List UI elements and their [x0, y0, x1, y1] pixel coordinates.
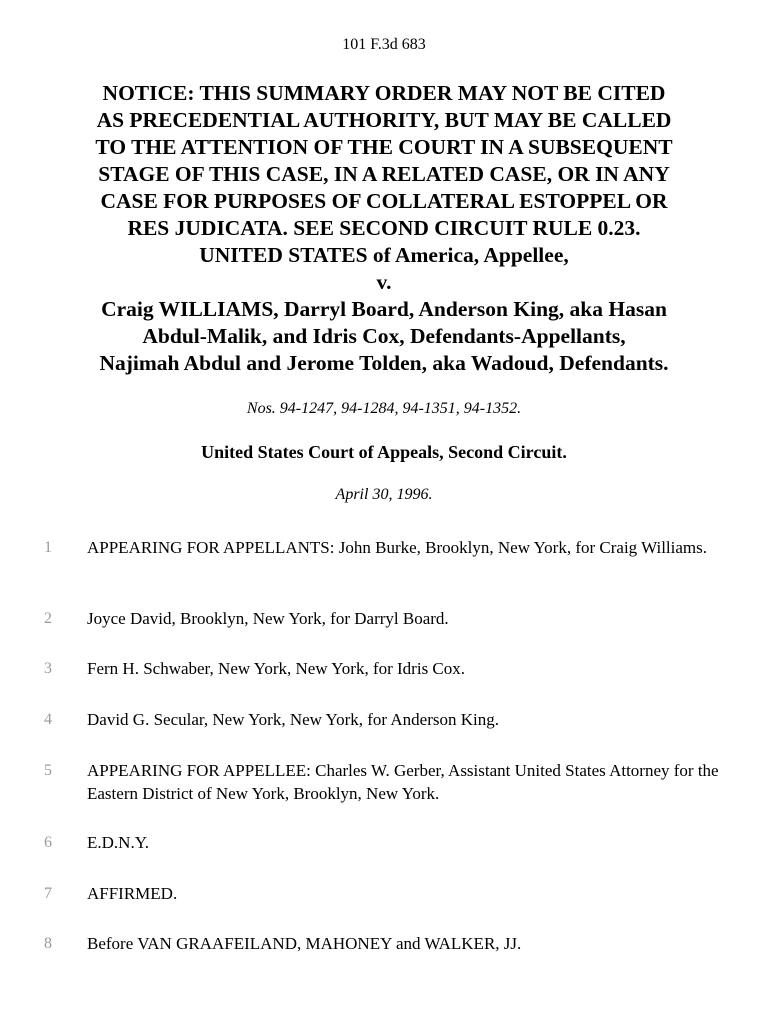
paragraph-number: 3	[44, 660, 52, 677]
paragraph-number: 7	[44, 885, 52, 902]
paragraph-number: 2	[44, 610, 52, 627]
paragraph-text: AFFIRMED.	[87, 884, 178, 903]
case-citation: 101 F.3d 683	[342, 36, 426, 53]
paragraph-text: APPEARING FOR APPELLANTS: John Burke, Brooklyn, New York, for Craig Williams.	[87, 538, 708, 557]
paragraph-number: 1	[44, 539, 52, 556]
case-heading	[40, 80, 728, 377]
paragraph-text: Fern H. Schwaber, New York, New York, for Idris Cox.	[87, 659, 466, 678]
paragraph-number: 5	[44, 762, 52, 779]
heading-line: RES JUDICATA. SEE SECOND CIRCUIT RULE 0.23.	[127, 216, 641, 240]
heading-line: TO THE ATTENTION OF THE COURT IN A SUBSEQUENT	[95, 135, 673, 159]
heading-line: Craig WILLIAMS, Darryl Board, Anderson King, aka Hasan	[101, 297, 667, 321]
heading-line: UNITED STATES of America, Appellee,	[199, 243, 569, 267]
heading-line: v.	[376, 270, 392, 294]
paragraph-text: Before VAN GRAAFEILAND, MAHONEY and WALKER, JJ.	[87, 934, 522, 953]
paragraph-number: 4	[44, 711, 52, 728]
court-name: United States Court of Appeals, Second Circuit.	[201, 442, 567, 462]
heading-line: STAGE OF THIS CASE, IN A RELATED CASE, OR IN ANY	[98, 162, 670, 186]
heading-line: AS PRECEDENTIAL AUTHORITY, BUT MAY BE CALLED	[96, 108, 672, 132]
paragraph-text: APPEARING FOR APPELLEE: Charles W. Gerber, Assistant United States Attorney for the Eastern District of New York, Brooklyn, New York.	[87, 761, 719, 803]
decision-date: April 30, 1996.	[335, 486, 433, 503]
paragraph-number: 8	[44, 935, 52, 952]
heading-line: NOTICE: THIS SUMMARY ORDER MAY NOT BE CITED	[102, 81, 666, 105]
docket-numbers: Nos. 94-1247, 94-1284, 94-1351, 94-1352.	[246, 400, 522, 417]
paragraph-text: David G. Secular, New York, New York, for Anderson King.	[87, 710, 500, 729]
heading-line: CASE FOR PURPOSES OF COLLATERAL ESTOPPEL OR	[100, 189, 668, 213]
heading-line: Najimah Abdul and Jerome Tolden, aka Wadoud, Defendants.	[99, 351, 669, 375]
paragraph-text: Joyce David, Brooklyn, New York, for Darryl Board.	[87, 609, 449, 628]
paragraph-number: 6	[44, 834, 52, 851]
heading-line: Abdul-Malik, and Idris Cox, Defendants-Appellants,	[142, 324, 626, 348]
paragraph-text: E.D.N.Y.	[87, 833, 150, 852]
